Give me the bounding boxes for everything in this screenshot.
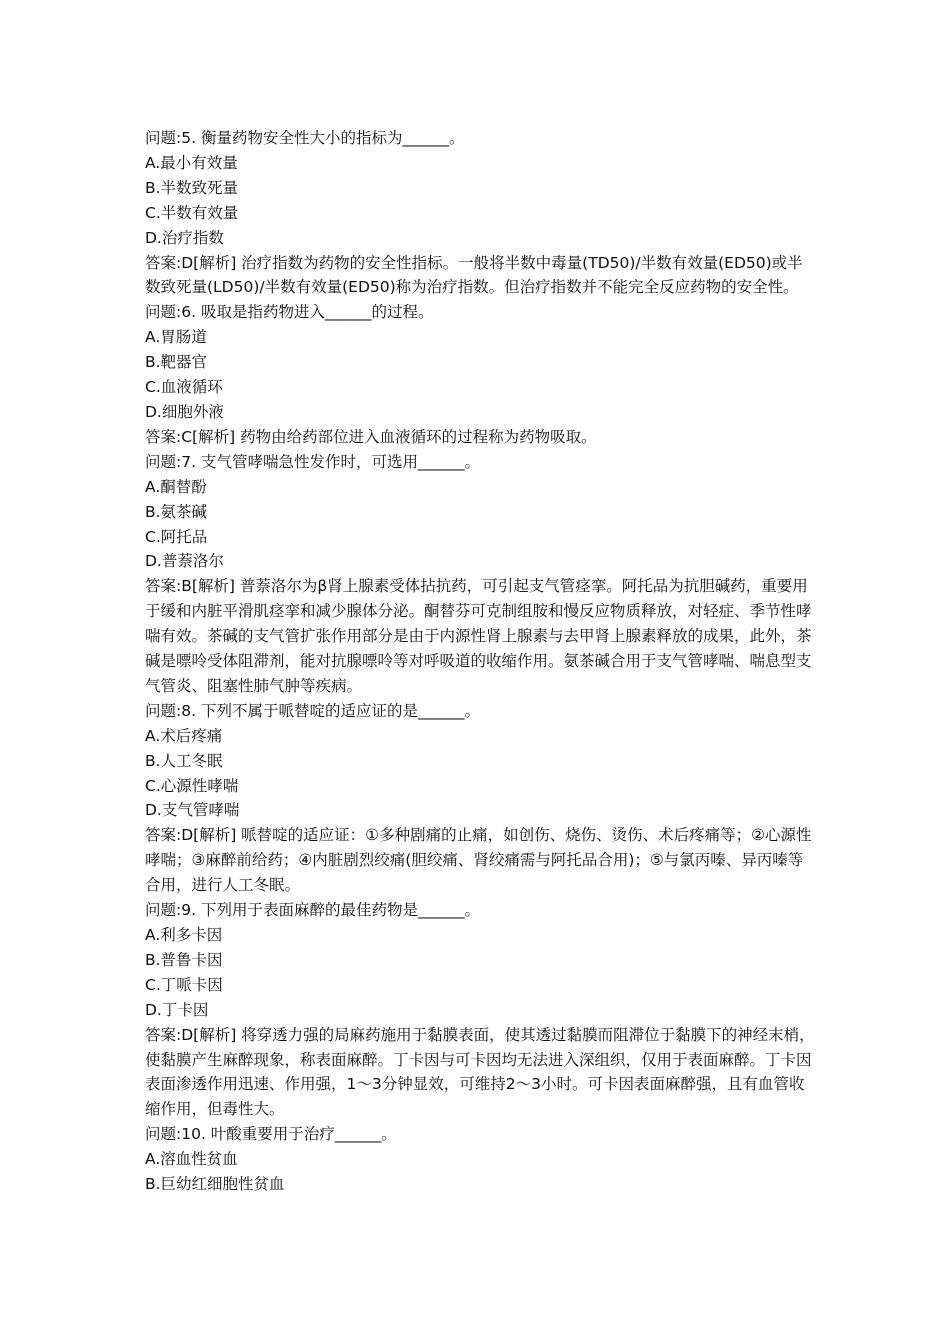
option-a: A.胃肠道 xyxy=(145,328,207,347)
option-d: D.丁卡因 xyxy=(145,1000,209,1019)
option-d: D.细胞外液 xyxy=(145,402,224,421)
option-a: A.溶血性贫血 xyxy=(145,1150,238,1169)
option-c: C.心源性哮喘 xyxy=(145,776,239,795)
question-block xyxy=(145,450,817,699)
question-stem: 问题:7. 支气管哮喘急性发作时，可选用______。 xyxy=(145,452,480,471)
option-b: B.普鲁卡因 xyxy=(145,950,223,969)
option-c: C.半数有效量 xyxy=(145,203,239,222)
question-block xyxy=(145,300,817,449)
document-page xyxy=(145,126,817,1197)
question-stem: 问题:10. 叶酸重要用于治疗______。 xyxy=(145,1125,397,1144)
question-stem: 问题:6. 吸取是指药物进入______的过程。 xyxy=(145,303,434,322)
option-a: A.利多卡因 xyxy=(145,926,223,944)
question-stem: 问题:5. 衡量药物安全性大小的指标为______。 xyxy=(145,129,465,147)
option-b: B.氨茶碱 xyxy=(145,502,208,521)
answer-explanation: 答案:D[解析] 将穿透力强的局麻药施用于黏膜表面，使其透过黏膜而阻滞位于黏膜下的神经末梢，使黏膜产生麻醉现象，称表面麻醉。丁卡因与可卡因均无法进入深组织，仅用于表面麻醉。丁卡因表面渗透作用迅速、作用强，1～3分钟显效，可维持2～3小时。可卡因表面麻醉强，且有血管收缩作用，但毒性大。 xyxy=(145,1025,815,1119)
option-d: D.普萘洛尔 xyxy=(145,552,224,571)
question-stem: 问题:9. 下列用于表面麻醉的最佳药物是______。 xyxy=(145,901,480,920)
option-a: A.酮替酚 xyxy=(145,477,207,496)
option-b: B.人工冬眠 xyxy=(145,751,223,770)
answer-explanation: 答案:C[解析] 药物由给药部位进入血液循环的过程称为药物吸取。 xyxy=(145,427,597,446)
question-block xyxy=(145,1122,817,1197)
option-b: B.半数致死量 xyxy=(145,178,239,197)
option-d: D.治疗指数 xyxy=(145,228,224,247)
question-block xyxy=(145,898,817,1122)
option-a: A.术后疼痛 xyxy=(145,726,223,745)
answer-explanation: 答案:D[解析] 哌替啶的适应证：①多种剧痛的止痛，如创伤、烧伤、烫伤、术后疼痛等；②心源性哮喘；③麻醉前给药；④内脏剧烈绞痛(胆绞痛、肾绞痛需与阿托品合用)；⑤与氯丙嗪、异丙嗪等合用，进行人工冬眠。 xyxy=(145,826,812,895)
question-block xyxy=(145,699,817,898)
option-c: C.血液循环 xyxy=(145,378,223,397)
answer-explanation: 答案:D[解析] 治疗指数为药物的安全性指标。一般将半数中毒量(TD50)/半数有效量(ED50)或半数致死量(LD50)/半数有效量(ED50)称为治疗指数。但治疗指数并不能完全反应药物的安全性。 xyxy=(145,253,803,297)
option-c: C.丁哌卡因 xyxy=(145,975,223,994)
question-block xyxy=(145,126,817,300)
answer-explanation: 答案:B[解析] 普萘洛尔为β肾上腺素受体拈抗药，可引起支气管痉挛。阿托品为抗胆碱药，重要用于缓和内脏平滑肌痉挛和减少腺体分泌。酮替芬可克制组胺和慢反应物质释放，对轻症、季节性哮喘有效。茶碱的支气管扩张作用部分是由于内源性肾上腺素与去甲肾上腺素释放的成果，此外，茶碱是嘌呤受体阻滞剂，能对抗腺嘌呤等对呼吸道的收缩作用。氨茶碱合用于支气管哮喘、喘息型支气管炎、阻塞性肺气肿等疾病。 xyxy=(145,577,812,695)
option-b: B.靶器官 xyxy=(145,353,208,372)
option-b: B.巨幼红细胞性贫血 xyxy=(145,1175,285,1194)
option-d: D.支气管哮喘 xyxy=(145,801,240,820)
option-c: C.阿托品 xyxy=(145,527,208,546)
option-a: A.最小有效量 xyxy=(145,153,238,172)
question-stem: 问题:8. 下列不属于哌替啶的适应证的是______。 xyxy=(145,701,480,720)
